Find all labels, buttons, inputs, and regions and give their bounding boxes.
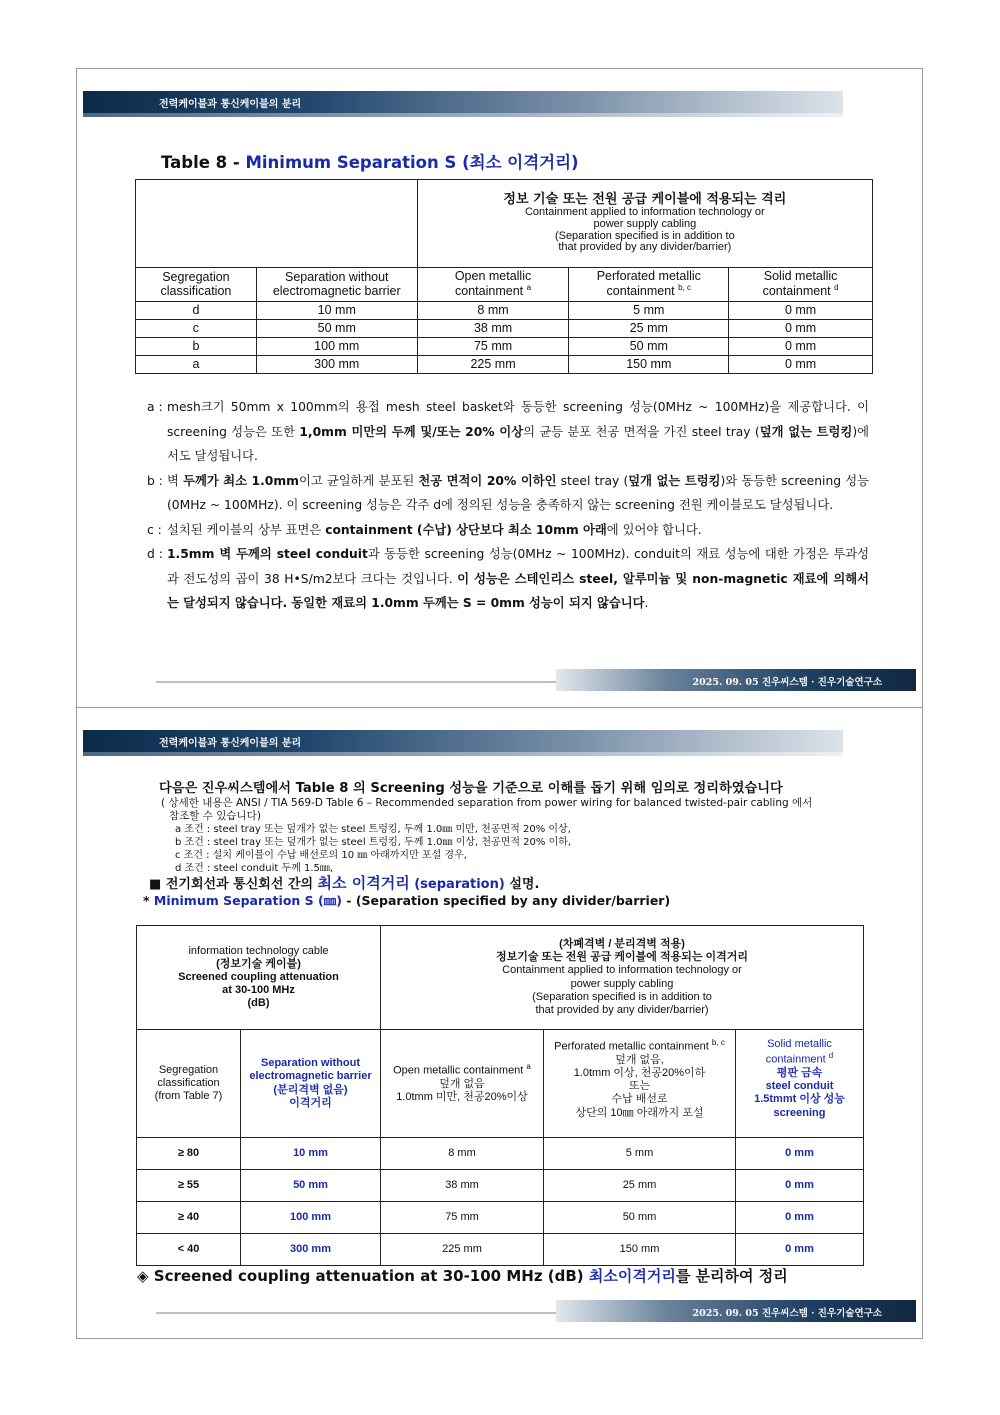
footnote-mark: b, c — [678, 282, 692, 292]
header-line: Containment applied to information technology or — [502, 964, 742, 977]
cell: 50 mm — [569, 338, 729, 356]
footer-note-keyword: 최소이격거리 — [588, 1267, 676, 1285]
asterisk: * — [143, 893, 154, 908]
header-line: 수납 배선로 — [611, 1093, 668, 1106]
header-line: at 30-100 MHz — [222, 984, 295, 997]
header-line: 1.0tmm 이상, 천공20%이하 — [573, 1067, 706, 1080]
table-header-right — [381, 926, 864, 1030]
group-header-en3: (Separation specified is in addition to — [554, 229, 735, 242]
cell: 8 mm — [381, 1138, 544, 1170]
cell: 0 mm — [729, 338, 873, 356]
note-bold: 이 성능은 스테인리스 steel, 알루미늄 및 non-magnetic 재료에 의해서는 달성되지 않습니다. 동일한 재료의 1.0mm 두께는 S = 0mm 성능이 되지 않습니다 — [167, 571, 869, 610]
header-underline — [83, 113, 843, 117]
cell: 0 mm — [736, 1202, 864, 1234]
col-header-no-barrier: Separation without electromagnetic barrier — [256, 268, 417, 302]
separation-table — [135, 179, 873, 374]
cell: 150 mm — [544, 1234, 736, 1266]
footnote-mark: a — [526, 282, 532, 292]
note-bold: 천공 면적이 20% 이하인 — [418, 473, 557, 488]
header-line: 1.5tmmt 이상 성능 — [754, 1093, 845, 1106]
summary-table — [136, 925, 864, 1266]
cell: 100 mm — [256, 338, 417, 356]
title-main: Minimum Separation S (최소 이격거리) — [245, 153, 579, 172]
cell: 25 mm — [544, 1170, 736, 1202]
header-line: electromagnetic barrier — [249, 1070, 372, 1083]
group-header-en4: that provided by any divider/barrier) — [558, 241, 732, 254]
cell: 75 mm — [381, 1202, 544, 1234]
table-empty-corner — [136, 180, 418, 268]
cell: 300 mm — [256, 356, 417, 374]
heading-text: 전기회선과 통신회선 간의 — [161, 877, 318, 892]
table-group-header — [417, 180, 872, 268]
header-line: Screened coupling attenuation — [178, 970, 339, 983]
table-row — [136, 320, 873, 338]
cell: 150 mm — [569, 356, 729, 374]
cell: 100 mm — [241, 1202, 381, 1234]
footnote-mark: d — [828, 1051, 834, 1061]
cell: < 40 — [137, 1234, 241, 1266]
reference-line-1: ( 상세한 내용은 ANSI / TIA 569-D Table 6 – Recommended separation from power wiring for balanced twisted-pair cabling 에서 — [161, 797, 813, 809]
header-line: power supply cabling — [570, 977, 674, 990]
note-text: 이고 균일하게 분포된 — [298, 473, 419, 488]
cell: 225 mm — [417, 356, 569, 374]
cell: 5 mm — [569, 302, 729, 320]
footer-banner — [156, 1298, 916, 1324]
cell: 50 mm — [544, 1202, 736, 1234]
note-text: . — [644, 596, 649, 610]
cell: 25 mm — [569, 320, 729, 338]
header-line: Solid metallic — [767, 1038, 832, 1050]
note-bold: containment (수납) 상단보다 최소 10mm 아래 — [325, 522, 607, 537]
col-header-open — [381, 1030, 544, 1138]
header-line: (dB) — [247, 997, 270, 1010]
header-line: 이격거리 — [289, 1096, 332, 1109]
col-header-segregation: Segregation classification — [136, 268, 257, 302]
footnote-key: a : — [147, 400, 163, 414]
diamond-bullet-icon: ◈ — [137, 1267, 149, 1285]
footer-banner — [156, 667, 916, 693]
cell: 38 mm — [417, 320, 569, 338]
cell: 0 mm — [729, 356, 873, 374]
note-bold: 1,0mm 미만의 두께 및/또는 20% 이상 — [299, 424, 524, 439]
table-row — [137, 1138, 864, 1170]
footnotes — [147, 395, 869, 616]
header-line: screening — [773, 1106, 826, 1119]
cell: 225 mm — [381, 1234, 544, 1266]
table-caption — [143, 893, 879, 909]
header-line: 정보기술 또는 전원 공급 케이블에 적용되는 이격거리 — [495, 951, 749, 964]
header-line: (차폐격벽 / 분리격벽 적용) — [559, 937, 685, 950]
col-header-perforated — [569, 268, 729, 302]
summary-footer-note — [137, 1265, 788, 1286]
cell: b — [136, 338, 257, 356]
cell: 50 mm — [241, 1170, 381, 1202]
note-text: 설치된 케이블의 상부 표면은 — [167, 522, 326, 537]
note-text: steel tray ( — [556, 473, 629, 488]
page-title — [161, 149, 579, 173]
table-row — [136, 302, 873, 320]
section-heading — [149, 875, 879, 893]
header-line: (분리격벽 없음) — [273, 1083, 348, 1096]
header-line: Separation without — [261, 1057, 360, 1070]
note-text: 에 있어야 합니다. — [606, 522, 702, 537]
note-text: )에서도 달성됩니다. — [167, 424, 870, 463]
header-line: containment — [765, 1053, 826, 1066]
heading-keyword: 최소 이격거리 — [317, 874, 410, 892]
header-line: (정보기술 케이블) — [216, 957, 301, 970]
square-bullet-icon: ■ — [149, 877, 162, 892]
col-header-open — [417, 268, 569, 302]
header-line: Perforated metallic containment — [554, 1040, 709, 1053]
note-bold: 두께가 최소 1.0mm — [183, 473, 299, 488]
col-header-perforated — [544, 1030, 736, 1138]
header-line: Segregation — [158, 1063, 219, 1076]
header-line: 상단의 10㎜ 아래까지 포설 — [575, 1106, 704, 1119]
cell: 300 mm — [241, 1234, 381, 1266]
cell: 38 mm — [381, 1170, 544, 1202]
header-line: that provided by any divider/barrier) — [535, 1003, 709, 1016]
cell: 0 mm — [736, 1170, 864, 1202]
header-line: 1.0tmm 미만, 천공20%이상 — [396, 1091, 528, 1104]
note-text: 과 동등한 screening 성능(0MHz ~ 100MHz). conduit의 재료 성능에 대한 가정은 투과성과 전도성의 곱이 38 H•S/m2보다 크다는 것입니다. — [167, 547, 869, 586]
col-header-segregation — [137, 1030, 241, 1138]
header-underline — [83, 752, 843, 756]
col-header-solid — [729, 268, 873, 302]
note-bold: 1.5mm 벽 두께의 steel conduit — [167, 547, 368, 561]
cell: a — [136, 356, 257, 374]
note-text: )와 동등한 screening 성능(0MHz ~ 100MHz). 이 screening 성능은 각주 d에 정의된 성능을 충족하지 않는 screening 전원 케이블로도 달성됩니다. — [167, 473, 869, 512]
intro-title: 다음은 진우씨스템에서 Table 8 의 Screening 성능을 기준으로 이해를 돕기 위해 임의로 정리하였습니다 — [159, 781, 783, 796]
cell: 10 mm — [256, 302, 417, 320]
header-line: (Separation specified is in addition to — [532, 990, 712, 1003]
cell: 75 mm — [417, 338, 569, 356]
title-prefix: Table 8 - — [161, 153, 246, 172]
footnote-d — [147, 542, 869, 616]
table-row — [137, 1202, 864, 1234]
slide-2 — [76, 707, 923, 1339]
group-header-en2: power supply cabling — [593, 217, 697, 230]
cell: ≥ 40 — [137, 1202, 241, 1234]
footnote-mark: b, c — [711, 1038, 725, 1047]
condition-c: c 조건 : 설치 케이블이 수납 배선로의 10 ㎜ 아래까지만 포설 경우, — [175, 850, 467, 861]
note-text: mesh크기 50mm x 100mm의 용접 mesh steel basket와 동등한 screening 성능(0MHz ~ 100MHz)을 제공합니다. 이 screening 성능은 또한 — [167, 400, 869, 439]
header-line: information technology cable — [188, 944, 329, 957]
footer-text: 2025. 09. 05 진우씨스템 · 진우기술연구소 — [692, 677, 882, 688]
footnote-key: b : — [147, 473, 163, 488]
note-text: 의 균등 분포 천공 면적을 가진 steel tray ( — [523, 424, 760, 439]
footnote-key: c : — [147, 522, 162, 537]
header-banner — [83, 730, 843, 756]
cell: c — [136, 320, 257, 338]
cell: d — [136, 302, 257, 320]
footnote-c — [147, 518, 869, 543]
heading-text: 설명. — [504, 877, 540, 892]
footnote-mark: a — [526, 1062, 531, 1072]
note-bold: 덮개 없는 트렁킹 — [628, 473, 721, 488]
table-row — [137, 1234, 864, 1266]
col-header-solid-label: Solid metallic containment — [762, 269, 838, 299]
col-header-no-barrier — [241, 1030, 381, 1138]
group-header-en1: Containment applied to information technology or — [524, 205, 765, 218]
footer-note-text: 를 분리하여 정리 — [675, 1267, 788, 1285]
note-text: 벽 — [167, 473, 184, 488]
header-line: 평판 금속 — [776, 1067, 823, 1080]
header-line: (from Table 7) — [154, 1090, 223, 1103]
header-line: 덮개 없음, — [615, 1053, 664, 1066]
note-bold: 덮개 없는 트렁킹 — [759, 424, 853, 439]
caption-text: - (Separation specified by any divider/barrier) — [341, 893, 671, 908]
heading-keyword-2: (separation) — [409, 877, 505, 892]
cell: 0 mm — [729, 320, 873, 338]
header-line: Open metallic containment — [393, 1065, 524, 1078]
col-header-perforated-label: Perforated metallic containment — [596, 269, 701, 299]
cell: 5 mm — [544, 1138, 736, 1170]
condition-d: d 조건 : steel conduit 두께 1.5㎜, — [175, 863, 334, 874]
footer-text: 2025. 09. 05 진우씨스템 · 진우기술연구소 — [692, 1308, 882, 1319]
header-title: 전력케이블과 통신케이블의 분리 — [159, 99, 302, 110]
header-line: 덮개 없음 — [439, 1078, 485, 1091]
table-row — [136, 338, 873, 356]
header-line: 또는 — [628, 1080, 651, 1093]
group-header-ko: 정보 기술 또는 전원 공급 케이블에 적용되는 격리 — [503, 191, 787, 207]
footnote-key: d : — [147, 547, 163, 561]
cell: 0 mm — [736, 1234, 864, 1266]
table-row — [137, 1170, 864, 1202]
table-header-left — [137, 926, 381, 1030]
footnote-b — [147, 469, 869, 518]
footer-note-text: Screened coupling attenuation at 30-100 MHz (dB) — [148, 1267, 589, 1285]
cell: 50 mm — [256, 320, 417, 338]
condition-b: b 조건 : steel tray 또는 덮개가 없는 steel 트렁킹, 두께 1.0㎜ 이상, 천공면적 20% 이하, — [175, 837, 572, 848]
cell: ≥ 55 — [137, 1170, 241, 1202]
cell: 8 mm — [417, 302, 569, 320]
footnote-mark: d — [834, 282, 839, 292]
reference-line-2: 참조할 수 있습니다) — [169, 810, 261, 822]
col-header-solid — [736, 1030, 864, 1138]
col-header-open-label: Open metallic containment — [454, 269, 532, 299]
cell: 0 mm — [736, 1138, 864, 1170]
header-line: steel conduit — [765, 1080, 834, 1093]
cell: 0 mm — [729, 302, 873, 320]
caption-keyword: Minimum Separation S (㎜) — [153, 893, 342, 908]
header-line: classification — [157, 1076, 220, 1089]
cell: ≥ 80 — [137, 1138, 241, 1170]
table-row — [136, 356, 873, 374]
intro-block — [143, 780, 879, 909]
slide-1 — [76, 68, 923, 708]
header-banner — [83, 91, 843, 117]
condition-a: a 조건 : steel tray 또는 덮개가 없는 steel 트렁킹, 두께 1.0㎜ 미만, 천공면적 20% 이상, — [175, 824, 571, 835]
cell: 10 mm — [241, 1138, 381, 1170]
header-title: 전력케이블과 통신케이블의 분리 — [159, 738, 302, 749]
footnote-a — [147, 395, 869, 469]
